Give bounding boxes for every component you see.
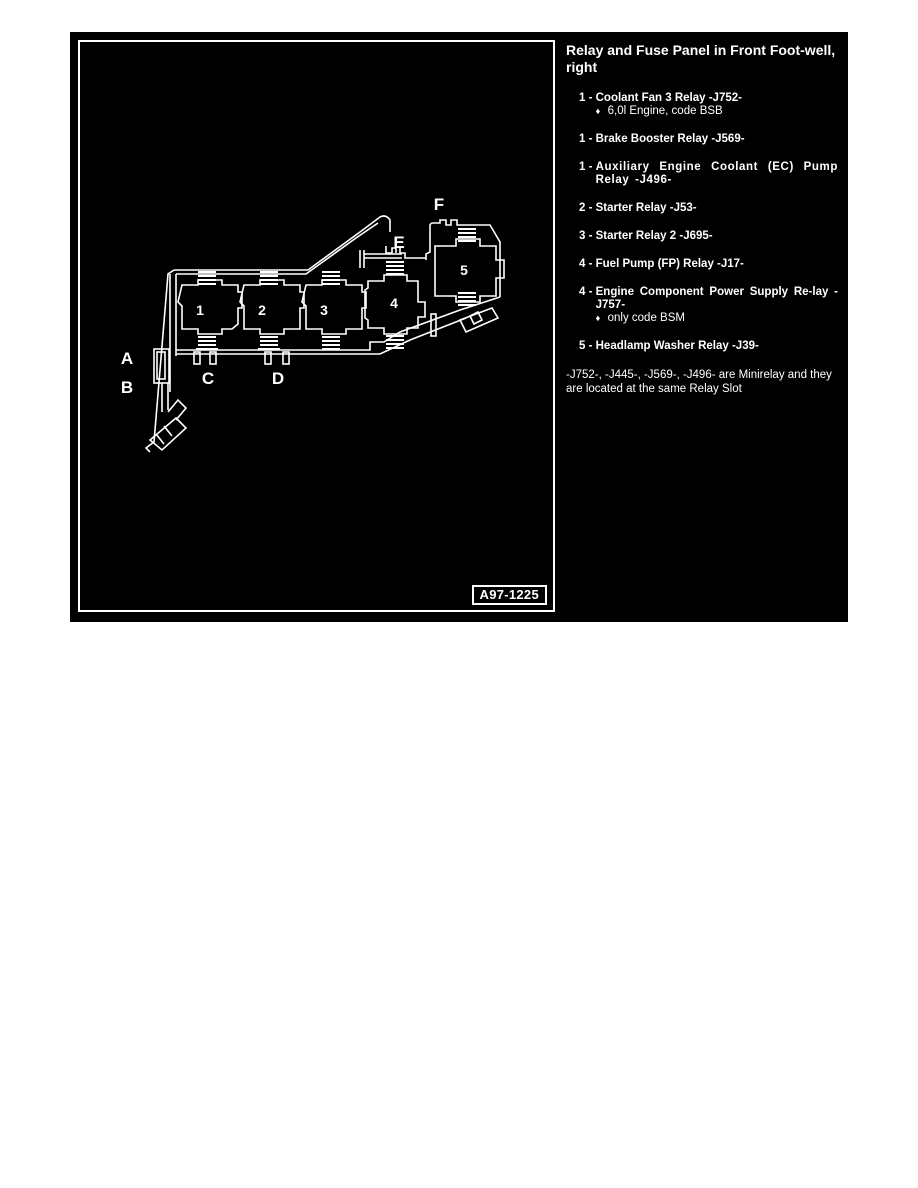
legend-text: Engine Component Power Supply Re-lay -J757- <box>595 286 838 311</box>
relay-5-terminals-bottom <box>458 292 476 306</box>
relay-fuse-panel-figure <box>70 32 848 622</box>
relay-3-body <box>302 280 366 334</box>
relay-2-terminals-bottom <box>258 336 280 350</box>
legend-subnote: ♦ 6,0l Engine, code BSB <box>595 105 723 117</box>
legend-item-2-j53 <box>579 202 838 215</box>
relay-label-3: 3 <box>320 302 328 318</box>
relay-label-5: 5 <box>460 262 468 278</box>
relay-5-terminals-top <box>458 228 476 242</box>
legend-number: 1 - <box>579 92 596 104</box>
callout-c: C <box>201 369 215 388</box>
legend-number: 4 - <box>579 258 596 270</box>
legend-number: 5 - <box>579 340 596 352</box>
relay-label-2: 2 <box>258 302 266 318</box>
relay-label-4: 4 <box>390 295 398 311</box>
legend-item-5-j39 <box>579 340 838 353</box>
legend-text: Starter Relay 2 -J695- <box>595 230 713 242</box>
legend-number: 4 - <box>579 286 596 298</box>
legend-number: 3 - <box>579 230 596 242</box>
relay-panel-diagram <box>80 42 553 610</box>
legend-title: Relay and Fuse Panel in Front Foot-well, right <box>566 42 836 75</box>
callout-f: F <box>433 195 445 214</box>
legend-text: Starter Relay -J53- <box>595 202 697 214</box>
callout-b: B <box>120 378 134 397</box>
relay-2-body <box>240 280 304 334</box>
diagram-frame <box>78 40 555 612</box>
legend-text: Brake Booster Relay -J569- <box>595 133 745 145</box>
legend-item-1-j752 <box>579 92 838 118</box>
callout-a: A <box>120 349 134 368</box>
callout-e: E <box>393 233 405 252</box>
relay-1-body <box>178 280 242 334</box>
legend-text: Auxiliary Engine Coolant (EC) Pump Relay -J496- <box>595 161 838 186</box>
legend-panel <box>566 42 838 396</box>
legend-number: 1 - <box>579 161 596 173</box>
legend-item-4-j757 <box>579 286 838 325</box>
legend-number: 1 - <box>579 133 596 145</box>
legend-item-1-j496 <box>579 161 838 187</box>
legend-item-4-j17 <box>579 258 838 271</box>
legend-item-1-j569 <box>579 133 838 146</box>
relay-1-terminals-bottom <box>196 336 218 350</box>
legend-text: Coolant Fan 3 Relay -J752- <box>595 92 742 104</box>
diamond-bullet-icon: ♦ <box>595 106 601 116</box>
legend-subnote: ♦ only code BSM <box>595 312 685 324</box>
relay-3-terminals-top <box>322 271 340 285</box>
legend-text: Headlamp Washer Relay -J39- <box>595 340 759 352</box>
relay-1-terminals-top <box>198 271 216 285</box>
relay-3-terminals-bottom <box>322 336 340 350</box>
callout-d: D <box>271 369 285 388</box>
diamond-bullet-icon: ♦ <box>595 313 601 323</box>
relay-4-terminals-top <box>386 261 404 275</box>
legend-footnote: -J752-, -J445-, -J569-, -J496- are Minirelay and they are located at the same Relay Slot <box>566 369 832 395</box>
legend-number: 2 - <box>579 202 596 214</box>
figure-id-label: A97-1225 <box>472 585 548 605</box>
relay-label-1: 1 <box>196 302 204 318</box>
legend-text: Fuel Pump (FP) Relay -J17- <box>595 258 744 270</box>
relay-2-terminals-top <box>260 271 278 285</box>
legend-item-3-j695 <box>579 230 838 243</box>
